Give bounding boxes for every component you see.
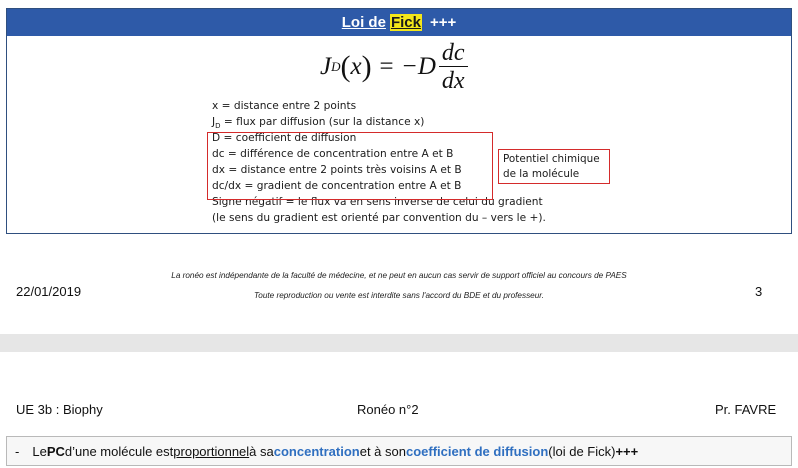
formula-x: x — [350, 53, 362, 80]
formula-numerator: dc — [439, 40, 468, 67]
footer-notice-line-1: La ronéo est indépendante de la faculté de médecine, et ne peut en aucun cas servir de support officiel au concours de PAES — [171, 271, 627, 280]
header-professor: Pr. FAVRE — [715, 402, 777, 417]
definition-negative-sign: Signe négatif = le flux va en sens inverse de celui du gradient — [212, 196, 543, 208]
chemical-potential-note — [498, 149, 610, 184]
footer-notice — [0, 266, 798, 306]
bullet-chemical-potential — [6, 436, 792, 466]
bullet-text-9: (loi de Fick) — [548, 443, 616, 459]
footer-notice-line-2: Toute reproduction ou vente est interdite sans l'accord du BDE et du professeur. — [254, 291, 544, 300]
jd-text: flux par diffusion (sur la distance x) — [236, 116, 425, 128]
formula-j: J — [320, 53, 332, 80]
definition-gradient-direction: (le sens du gradient est orienté par convention du – vers le +). — [212, 212, 546, 224]
bullet-dash: - — [15, 443, 20, 459]
bullet-text-5: à sa — [249, 443, 274, 459]
bullet-concentration: concentration — [273, 443, 360, 459]
title-part-loi: Loi de — [341, 14, 386, 31]
highlight-box-gradient-terms — [207, 132, 493, 200]
footer-page-number: 3 — [755, 284, 763, 299]
formula-open-paren: ( — [340, 50, 351, 83]
definition-dcdx: dc/dx = gradient de concentration entre A et B — [212, 180, 462, 192]
fick-formula — [320, 36, 468, 98]
header-roneo: Ronéo n°2 — [357, 402, 419, 417]
bullet-pc: PC — [46, 443, 65, 459]
bullet-coefficient-diffusion: coefficient de diffusion — [405, 443, 549, 459]
formula-fraction — [439, 40, 468, 95]
jd-subscript: D — [215, 122, 221, 131]
note-line-1: Potentiel chimique — [503, 153, 600, 165]
bullet-proportionnel: proportionnel — [173, 443, 250, 459]
bullet-text-1: Le — [32, 443, 47, 459]
definition-dx: dx = distance entre 2 points très voisins A et B — [212, 164, 462, 176]
definition-d: D = coefficient de diffusion — [212, 132, 357, 144]
header-course: UE 3b : Biophy — [16, 402, 103, 417]
formula-denominator: dx — [441, 67, 465, 94]
formula-close-paren: ) — [361, 50, 372, 83]
definition-jd — [212, 114, 546, 130]
bullet-text-3: d’une molécule est — [64, 443, 174, 459]
jd-equals: = — [220, 116, 237, 128]
bullet-text-7: et à son — [359, 443, 406, 459]
note-line-2: de la molécule — [503, 168, 580, 180]
formula-equals-minus-d: = −D — [377, 53, 436, 80]
formula-j-subscript: D — [331, 59, 341, 74]
title-part-fick-highlight: Fick — [390, 14, 421, 31]
page-separator — [0, 334, 798, 352]
footer-date: 22/01/2019 — [16, 284, 82, 299]
fick-law-title — [7, 9, 791, 36]
definition-dc: dc = différence de concentration entre A et B — [212, 148, 454, 160]
jd-symbol: J — [212, 116, 216, 128]
definition-x: x = distance entre 2 points — [212, 100, 357, 112]
title-part-emphasis: +++ — [429, 14, 457, 31]
bullet-emphasis: +++ — [615, 443, 639, 459]
